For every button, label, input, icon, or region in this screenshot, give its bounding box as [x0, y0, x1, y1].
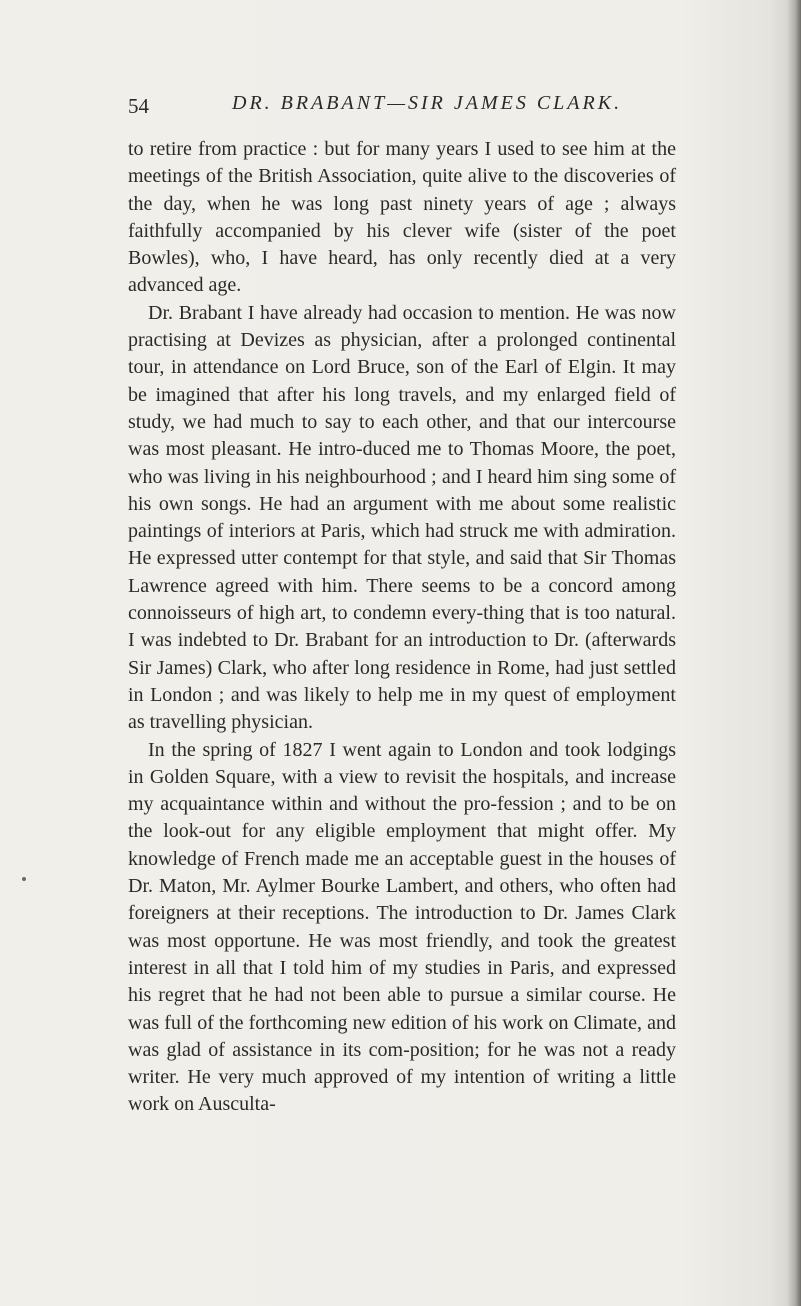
- page-number: 54: [128, 94, 149, 118]
- page-edge-shadow: [787, 0, 801, 1306]
- paragraph-dr-brabant: Dr. Brabant I have already had occasion to mention. He was now practising at Devizes as physician, after a prolonged continental tour, in attendance on Lord Bruce, son of the Earl of Elgin. It may be imagined that after his long travels, and my enlarged field of study, we had much to say to each other, and that our intercourse was most pleasant. He intro-duced me to Thomas Moore, the poet, who was living in his neighbourhood ; and I heard him sing some of his own songs. He had an argument with me about some realistic paintings of interiors at Paris, which had struck me with admiration. He expressed utter contempt for that style, and said that Sir Thomas Lawrence agreed with him. There seems to be a concord among connoisseurs of high art, to condemn every-thing that is too natural. I was indebted to Dr. Brabant for an introduction to Dr. (afterwards Sir James) Clark, who after long residence in Rome, had just settled in London ; and was likely to help me in my quest of employment as travelling physician.: [128, 301, 676, 734]
- running-title: DR. BRABANT—SIR JAMES CLARK.: [232, 92, 623, 114]
- page-header: [128, 92, 728, 122]
- paragraph-spring-1827: In the spring of 1827 I went again to London and took lodgings in Golden Square, with a view to revisit the hospitals, and increase my acquaintance within and without the pro-fession ; and to be on the look-out for any eligible employment that might offer. My knowledge of French made me an acceptable guest in the houses of Dr. Maton, Mr. Aylmer Bourke Lambert, and others, who often had foreigners at their receptions. The introduction to Dr. James Clark was most opportune. He was most friendly, and took the greatest interest in all that I told him of my studies in Paris, and expressed his regret that he had not been able to pursue a similar course. He was full of the forthcoming new edition of his work on Climate, and was glad of assistance in its com-position; for he was not a ready writer. He very much approved of my intention of writing a little work on Ausculta-: [128, 738, 676, 1116]
- paragraph-continuation: to retire from practice : but for many years I used to see him at the meetings of the British Association, quite alive to the discoveries of the day, when he was long past ninety years of age ; always faithfully accompanied by his clever wife (sister of the poet Bowles), who, I have heard, has only recently died at a very advanced age.: [128, 138, 676, 297]
- margin-speck: [22, 877, 26, 881]
- body-text: [128, 136, 676, 1119]
